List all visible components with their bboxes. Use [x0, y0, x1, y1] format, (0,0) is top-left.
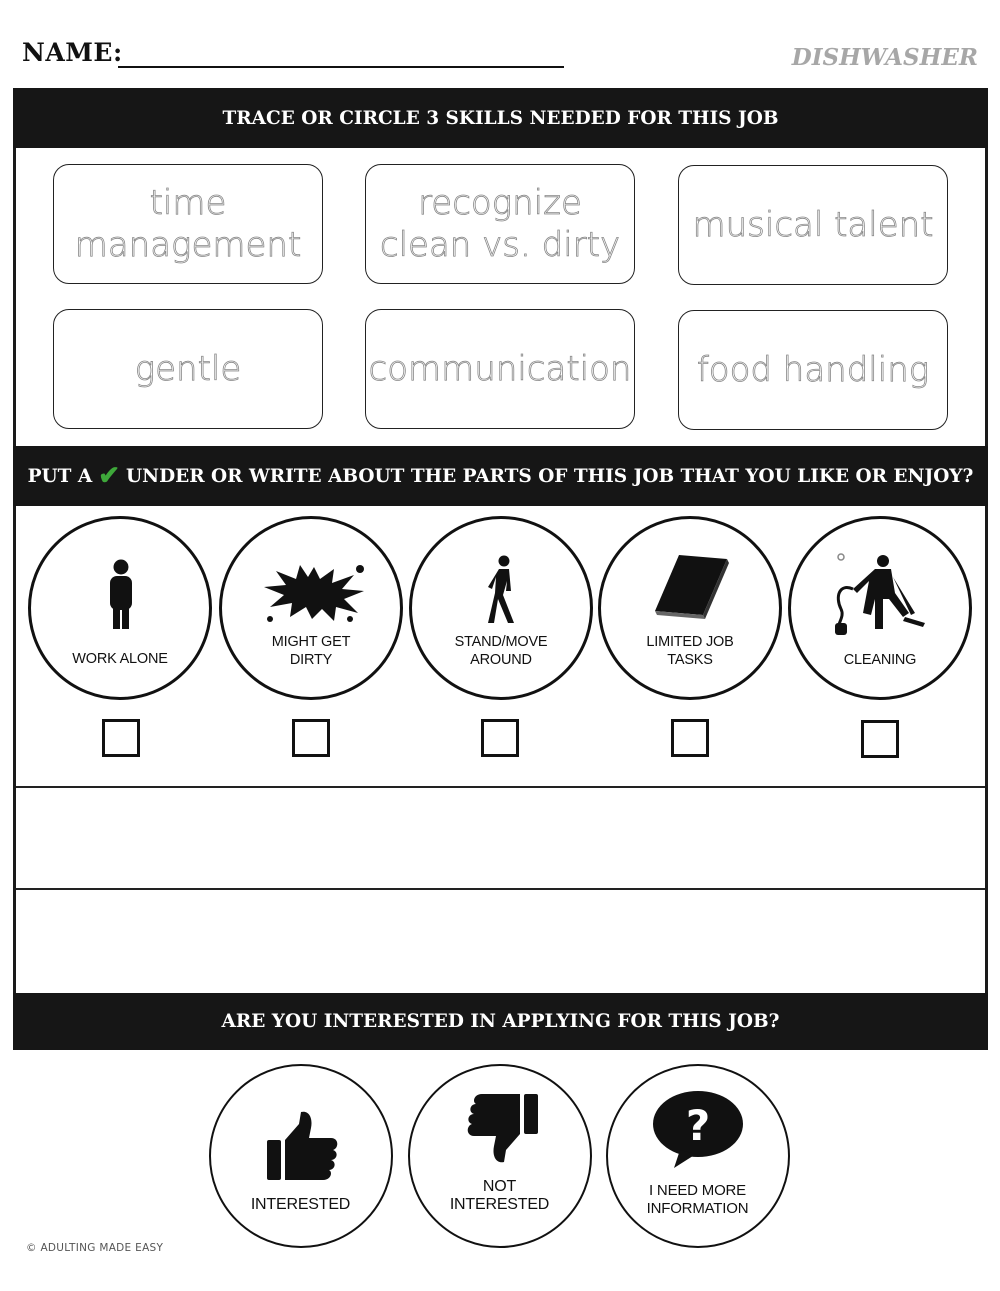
vacuum-cleaner-icon [831, 553, 925, 637]
like-option-cleaning [788, 516, 972, 700]
walking-person-icon [486, 555, 520, 625]
checkbox-cleaning[interactable] [861, 720, 899, 758]
name-label: NAME: [22, 38, 123, 67]
copyright-text: © ADULTING MADE EASY [26, 1242, 164, 1254]
checkbox-work-alone[interactable] [102, 719, 140, 757]
skills-heading: TRACE OR CIRCLE 3 SKILLS NEEDED FOR THIS JOB [222, 107, 779, 129]
option-interested[interactable] [209, 1064, 393, 1248]
skill-option-food-handling[interactable] [678, 310, 948, 430]
skills-heading-bar [13, 88, 988, 148]
skill-option-time-management[interactable] [53, 164, 323, 284]
skill-option-gentle[interactable] [53, 309, 323, 429]
job-title: DISHWASHER [791, 44, 978, 71]
likes-heading-bar [13, 446, 988, 506]
checkbox-might-get-dirty[interactable] [292, 719, 330, 757]
option-label: I NEED MORE INFORMATION [646, 1182, 749, 1217]
like-label: STAND/MOVE AROUND [454, 634, 548, 668]
question-bubble-icon [652, 1090, 744, 1170]
name-field-line[interactable] [118, 66, 564, 68]
book-icon [653, 553, 729, 621]
interest-heading-bar [13, 993, 988, 1050]
option-label: NOT INTERESTED [449, 1178, 550, 1213]
option-need-more-information[interactable] [606, 1064, 790, 1248]
like-option-work-alone [28, 516, 212, 700]
splat-icon [262, 561, 366, 623]
thumbs-down-icon [466, 1092, 540, 1164]
checkbox-stand-move-around[interactable] [481, 719, 519, 757]
skill-text: musical talent [692, 205, 934, 245]
writing-line[interactable] [16, 786, 985, 788]
skill-text: recognize clean vs. dirty [379, 183, 621, 265]
like-option-might-get-dirty [219, 516, 403, 700]
skill-text: gentle [134, 349, 242, 389]
likes-heading-prefix: PUT A [27, 465, 93, 487]
thumbs-up-icon [265, 1110, 339, 1182]
skill-option-communication[interactable] [365, 309, 635, 429]
like-option-limited-job-tasks [598, 516, 782, 700]
skill-text: time management [74, 183, 302, 265]
skill-option-musical-talent[interactable] [678, 165, 948, 285]
check-icon: ✔ [98, 461, 121, 491]
option-label: INTERESTED [250, 1196, 351, 1213]
writing-line[interactable] [16, 888, 985, 890]
option-not-interested[interactable] [408, 1064, 592, 1248]
interest-heading: ARE YOU INTERESTED IN APPLYING FOR THIS JOB? [221, 1011, 780, 1032]
skill-text: food handling [696, 350, 930, 390]
like-option-stand-move-around [409, 516, 593, 700]
like-label: LIMITED JOB TASKS [646, 634, 734, 668]
checkbox-limited-job-tasks[interactable] [671, 719, 709, 757]
like-label: WORK ALONE [72, 651, 168, 667]
skill-text: communication [368, 349, 632, 389]
svg-text:?: ? [685, 1101, 711, 1150]
like-label: CLEANING [843, 652, 917, 668]
likes-heading-suffix: UNDER OR WRITE ABOUT THE PARTS OF THIS JOB THAT YOU LIKE OR ENJOY? [126, 465, 974, 487]
person-icon [108, 559, 134, 629]
skill-option-recognize-clean[interactable] [365, 164, 635, 284]
like-label: MIGHT GET DIRTY [271, 634, 351, 668]
